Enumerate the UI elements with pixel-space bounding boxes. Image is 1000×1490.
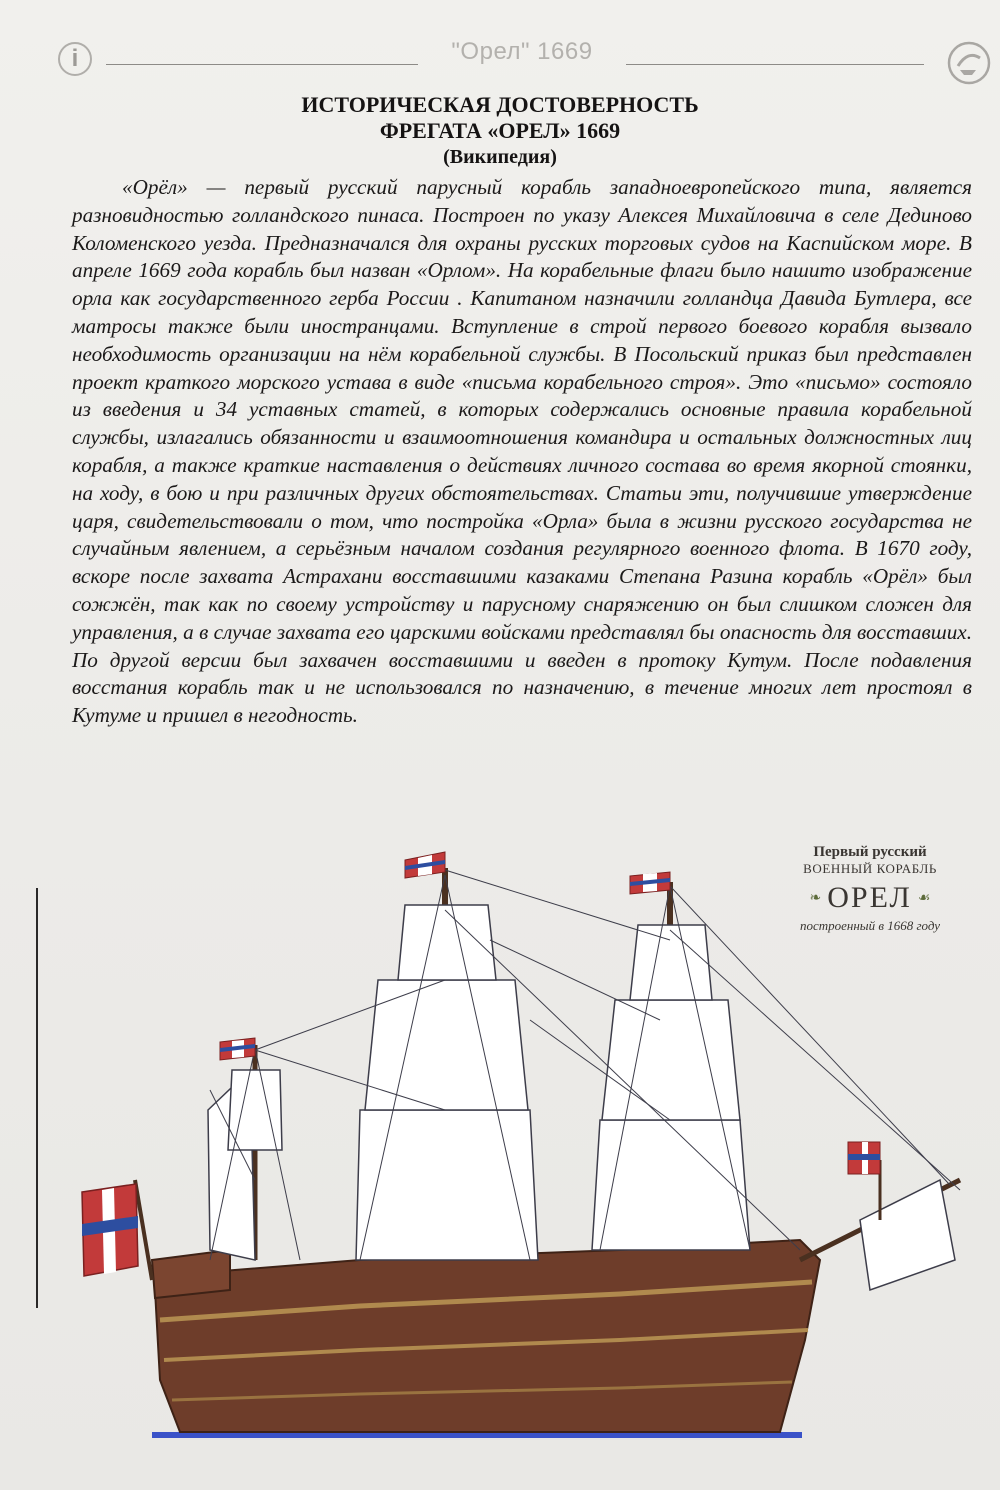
- fore-topgallant: [630, 925, 712, 1000]
- illustration-caption: [770, 844, 970, 935]
- heading-line-2: ФРЕГАТА «ОРЕЛ» 1669: [379, 118, 621, 143]
- stern-ensign: [82, 1180, 152, 1280]
- ornament-right-icon: ☙: [917, 890, 931, 906]
- publisher-logo-icon: [946, 40, 992, 86]
- heading-source: (Википедия): [443, 146, 557, 168]
- header-rule-left: [106, 64, 418, 65]
- fore-course-sail: [592, 1120, 750, 1250]
- page-header: [0, 0, 1000, 90]
- caption-title-row: [770, 881, 970, 915]
- fore-mast-flag: [630, 872, 670, 894]
- margin-bar: [36, 888, 38, 1308]
- bow-flag: [848, 1142, 880, 1220]
- stern-castle: [152, 1250, 230, 1298]
- heading-line-1: ИСТОРИЧЕСКАЯ ДОСТОВЕРНОСТЬ: [301, 92, 699, 117]
- article-body: «Орёл» — первый русский парусный корабль западноевропейского типа, является разновидностью голландского пинаса. Построен по указу Алексея Михайловича в селе Дединово Коломенского уезда. Предназначался для охраны русских торговых судов на Каспийском море. В апреле 1669 года корабль был назван «Орлом». На корабельные флаги было нашито изображение орла как государственного герба России . Капитаном назначили голландца Давида Бутлера, все матросы также были иностранцами. Вступление в строй первого боевого корабля вызвало необходимость организации на нём корабельной службы. В Посольский приказ был представлен проект краткого морского устава в виде «письма корабельного строя». Это «письмо» состояло из введения и 34 уставных статей, в которых содержались основные правила корабельной службы, излагались обязанности и взаимоотношения командира и остальных должностных лиц корабля, а также краткие наставления о действиях личного состава во время якорной стоянки, на ходу, в бою и при различных других обстоятельствах. Статьи эти, получившие утверждение царя, свидетельствовали о том, что постройка «Орла» была в жизни русского государства не случайным явлением, а серьёзным началом создания регулярного военного флота. В 1670 году, вскоре после захвата Астрахани восставшими казаками Степана Разина корабль «Орёл» был сожжён, так как по своему устройству и парусному снаряжению он был слишком сложен для управления, а в случае захвата его царскими войсками представлял бы опасность для восставших. По другой версии был захвачен восставшими и введен в протоку Кутум. После подавления восстания корабль так и не использовался по назначению, в течение многих лет простоял в Кутуме и пришел в негодность.: [72, 175, 972, 728]
- fore-topsail: [602, 1000, 740, 1120]
- caption-ship-name: ОРЕЛ: [827, 881, 912, 914]
- sprit-sail: [860, 1180, 955, 1290]
- main-mast-flag: [405, 852, 445, 878]
- running-title: "Орел" 1669: [451, 38, 593, 65]
- caption-line-4: построенный в 1668 году: [799, 918, 941, 933]
- main-course-sail: [356, 1110, 538, 1260]
- info-icon: i: [58, 42, 92, 76]
- article-heading: [0, 92, 1000, 170]
- caption-line-2: ВОЕННЫЙ КОРАБЛЬ: [803, 861, 937, 876]
- header-rule-right: [626, 64, 924, 65]
- main-topgallant: [398, 905, 496, 980]
- mizzen-mast-flag: [220, 1038, 255, 1060]
- main-topsail: [365, 980, 528, 1110]
- caption-line-1: Первый русский: [813, 844, 927, 860]
- ornament-left-icon: ❧: [809, 890, 822, 906]
